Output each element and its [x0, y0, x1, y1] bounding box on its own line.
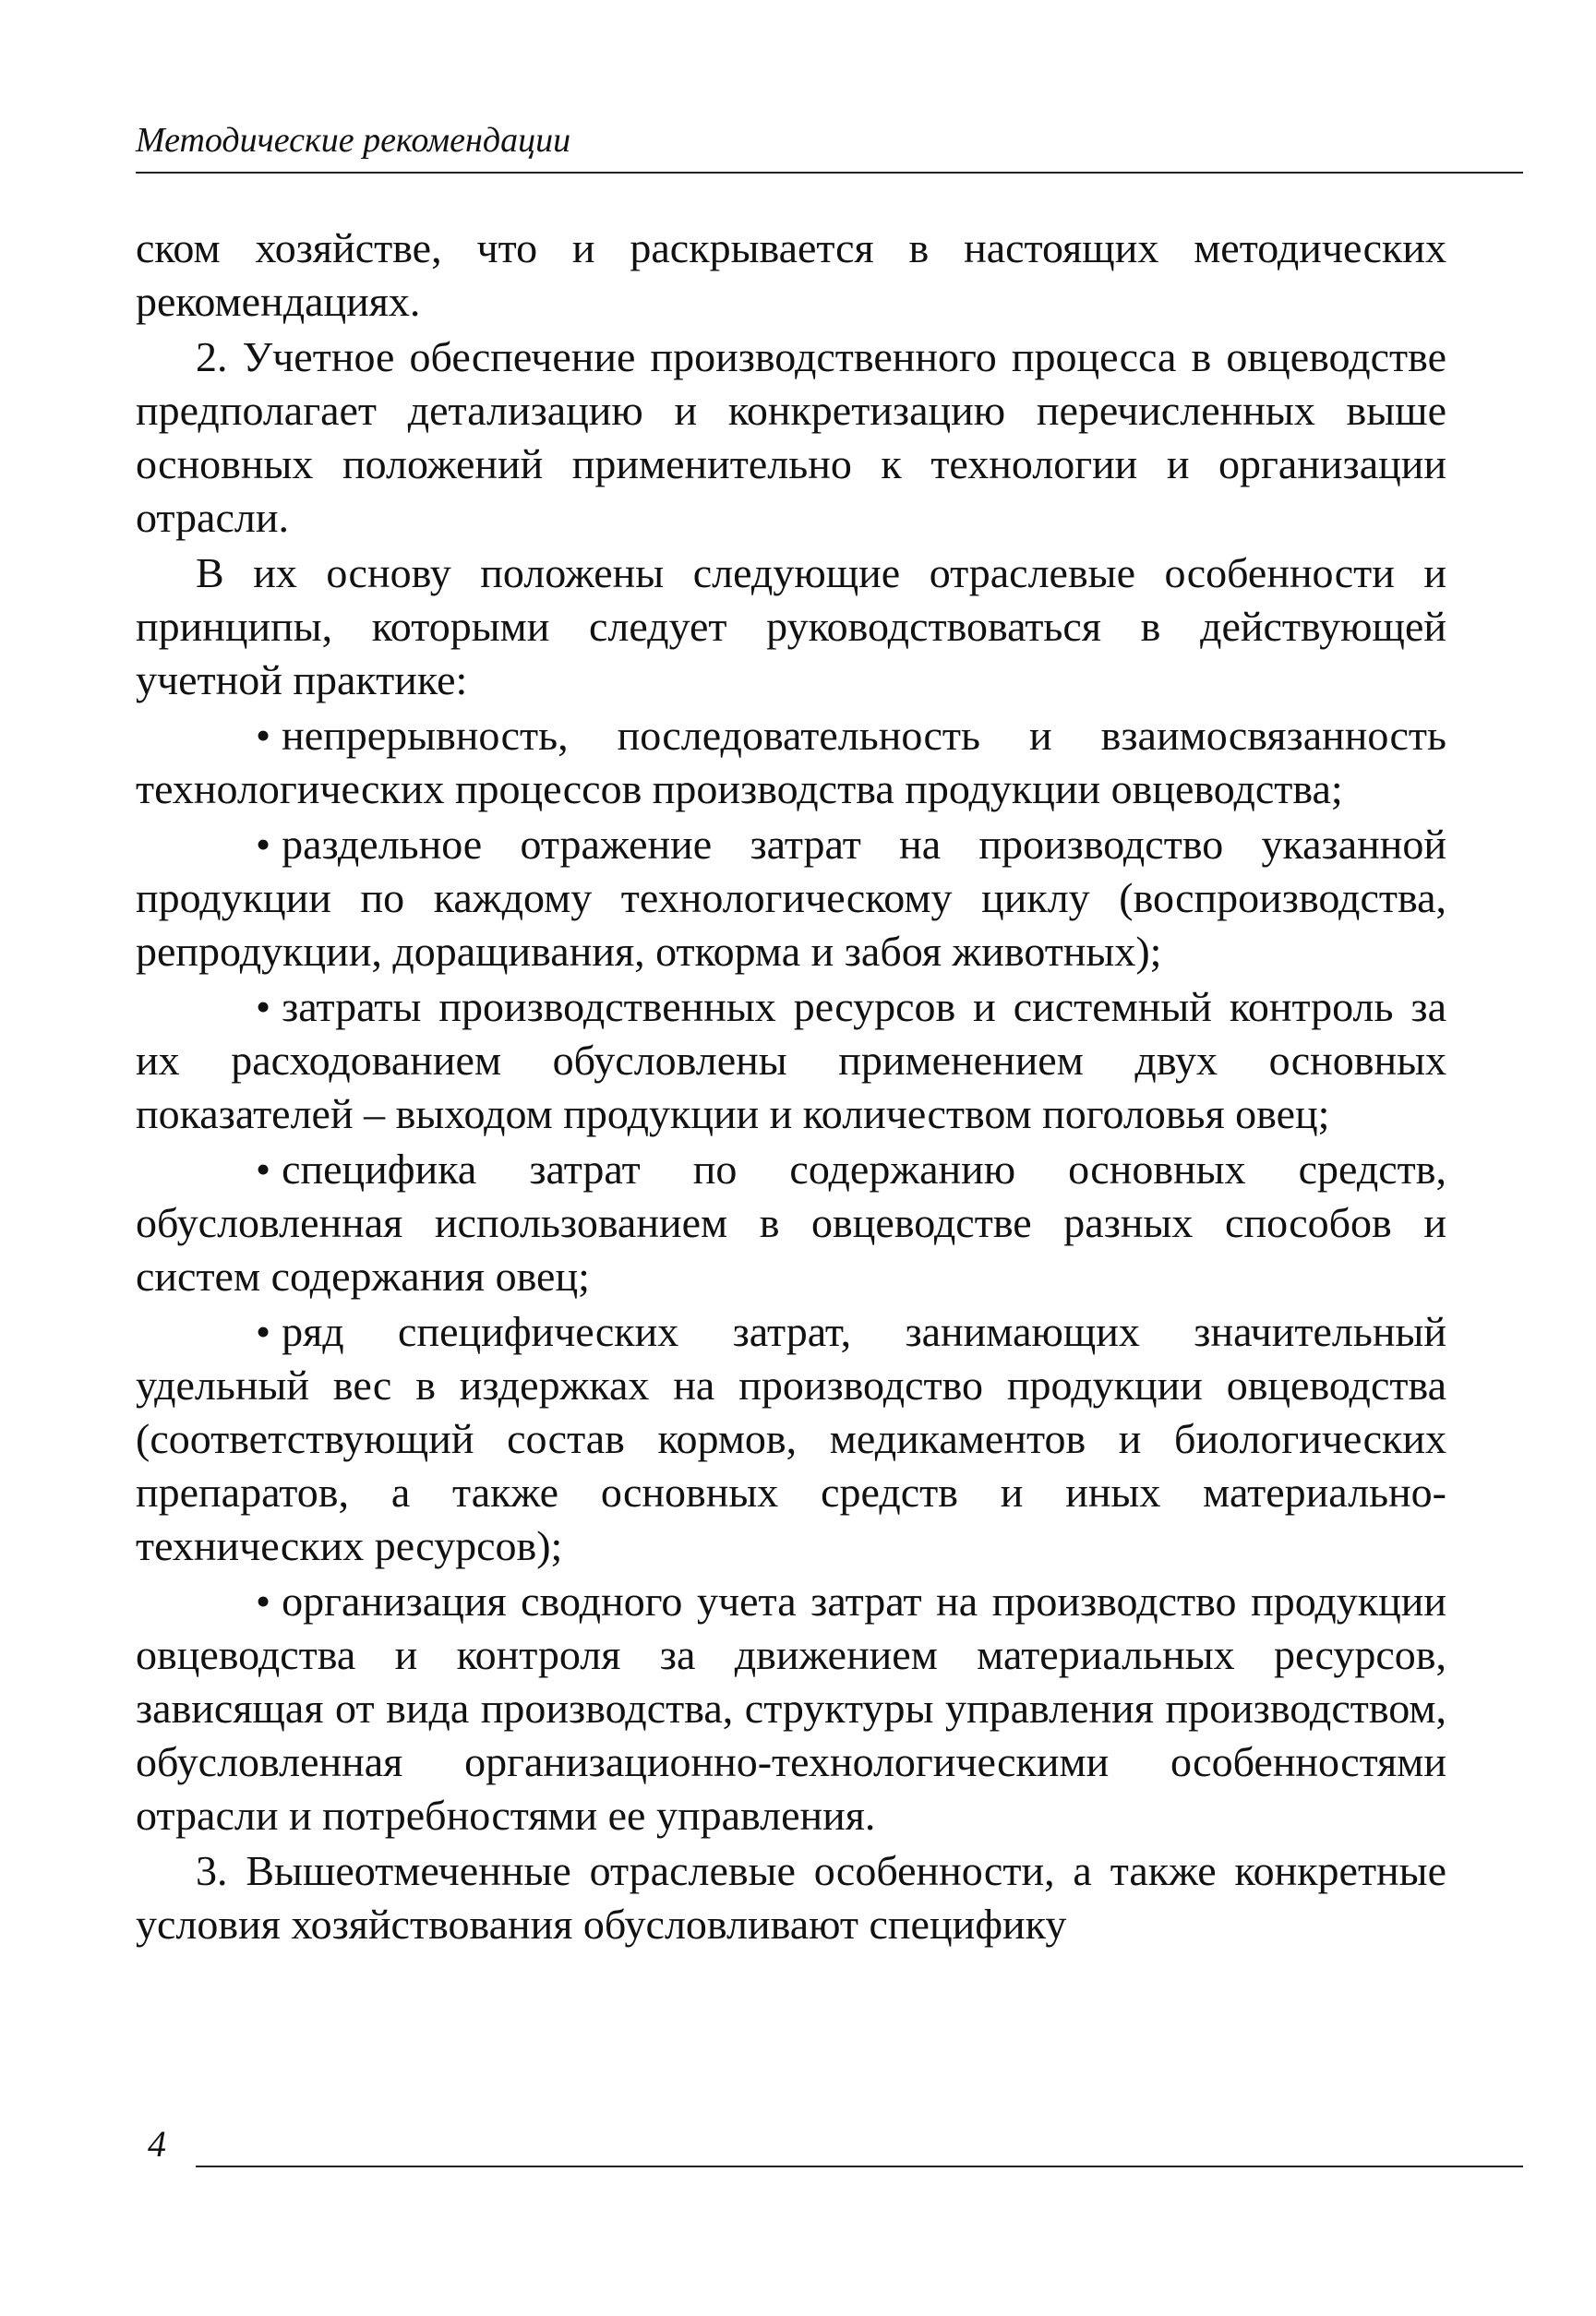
bullet-icon: •: [256, 983, 271, 1030]
bullet-item: [136, 818, 1446, 978]
bullet-icon: •: [256, 821, 271, 868]
bullet-item: [136, 1305, 1446, 1573]
bullet-text: специфика затрат по содержанию основных средств, обусловленная использованием в овцеводстве разных способов и систем содержания овец;: [136, 1146, 1446, 1300]
bullet-item: [136, 980, 1446, 1141]
bullet-icon: •: [256, 1146, 271, 1193]
paragraph-3: 3. Вышеотмеченные отраслевые особенности, а также конкретные условия хозяйствования обусловливают специфику: [136, 1847, 1446, 1948]
bullet-text: ряд специфических затрат, занимающих значительный удельный вес в издержках на производство продукции овцеводства (соответствующий состав кормов, медикаментов и биологических препаратов, а также основных средств и иных материально-технических ресурсов);: [136, 1308, 1446, 1569]
header-rule: [136, 172, 1523, 174]
bullet-icon: •: [256, 1578, 271, 1625]
paragraph-basis: В их основу положены следующие отраслевые особенности и принципы, которыми следует руководствоваться в действующей учетной практике:: [136, 549, 1446, 703]
running-head-title: Методические рекомендации: [136, 121, 571, 160]
continuation-paragraph: ском хозяйстве, что и раскрывается в настоящих методических рекомендациях.: [136, 224, 1446, 325]
page-number: 4: [148, 2123, 166, 2165]
paragraph-2: 2. Учетное обеспечение производственного процесса в овцеводстве предполагает детализацию и конкретизацию перечисленных выше основных положений применительно к технологии и организации отрасли.: [136, 333, 1446, 541]
bullet-text: непрерывность, последовательность и взаимосвязанность технологических процессов производства продукции овцеводства;: [136, 712, 1446, 812]
footer-rule: [196, 2166, 1523, 2167]
bullet-icon: •: [256, 712, 271, 759]
bullet-item: [136, 709, 1446, 816]
bullet-text: раздельное отражение затрат на производство указанной продукции по каждому технологическому циклу (воспроизводства, репродукции, доращивания, откорма и забоя животных);: [136, 821, 1446, 975]
page-body: [136, 222, 1446, 1951]
bullet-text: организация сводного учета затрат на производство продукции овцеводства и контроля за движением материальных ресурсов, зависящая от вида производства, структуры управления производством, обусловленная организационно-технологическими особенностями отрасли и потребностями ее управления.: [136, 1578, 1446, 1839]
bullet-item: [136, 1143, 1446, 1303]
bullet-item: [136, 1575, 1446, 1842]
bullet-text: затраты производственных ресурсов и системный контроль за их расходованием обусловлены применением двух основных показателей – выходом продукции и количеством поголовья овец;: [136, 983, 1446, 1137]
bullet-icon: •: [256, 1308, 271, 1355]
